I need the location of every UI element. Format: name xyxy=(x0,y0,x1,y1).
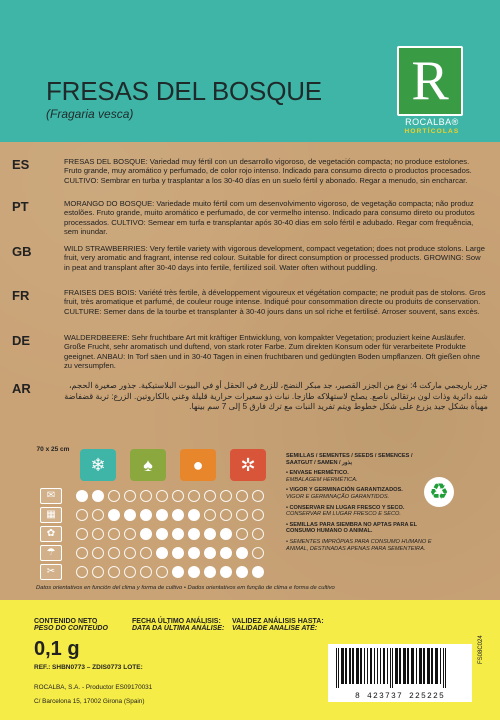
barcode-bar xyxy=(435,648,438,684)
lang-text: MORANGO DO BOSQUE: Variedade muito fértil com um desenvolvimento vigoroso, de vegetação compacta; não produz estolões. Fruto grande, muito aromático e perfumado, de cor vermelho intenso. Indicado para consumo direto ou produtos processados. CULTIVO: Semear em turfa e transplantar após 30-40 dias em solo fértil e adubado. Regar com frequência, sem inundar. xyxy=(64,199,475,237)
barcode-bar xyxy=(383,648,385,684)
calendar-dot xyxy=(108,490,120,502)
lang-text: WALDERDBEERE: Sehr fruchtbare Art mit kräftiger Entwicklung, von kompakter Vegetation; produziert keine Ausläufer. Große Frucht, sehr aromatisch und duftend, von stark roter Farbe. Zum direkten Konsum oder für verarbeitete Produkte geeignet. ANBAU: In Torf säen und in 30-40 Tagen in einen fruchtbaren und gedüngten Boden umpflanzen. Oft gießen ohne zu versumpfen. xyxy=(64,333,480,371)
calendar-dot xyxy=(236,547,248,559)
calendar-dot xyxy=(188,490,200,502)
plant-icon: ✿ xyxy=(40,526,62,542)
calendar-dot xyxy=(124,547,136,559)
calendar-dot xyxy=(76,547,88,559)
brand-name: ROCALBA® xyxy=(405,117,459,127)
calendar-dot xyxy=(76,528,88,540)
calendar-row xyxy=(70,490,280,504)
calendar-row xyxy=(70,547,280,561)
company-line: ROCALBA, S.A. - Productor ES09170031 xyxy=(34,684,153,691)
envelope-icon: ✉ xyxy=(40,488,62,504)
winter-snowflake-icon: ❄ xyxy=(80,449,116,481)
calendar-dot xyxy=(236,509,248,521)
calendar-dot xyxy=(172,528,184,540)
legend-item xyxy=(286,505,436,518)
barcode xyxy=(328,644,472,702)
barcode-bar xyxy=(411,648,414,684)
calendar-dot xyxy=(124,490,136,502)
validity-label-pt: VALIDADE ANALISE ATÉ: xyxy=(232,625,318,632)
calendar-dot xyxy=(220,509,232,521)
barcode-bar xyxy=(445,648,446,688)
barcode-bar xyxy=(352,648,354,684)
logo-letter: R xyxy=(411,50,449,112)
calendar-dot xyxy=(252,528,264,540)
calendar-dot xyxy=(92,547,104,559)
side-code: FS08C024 xyxy=(478,635,484,664)
barcode-bar xyxy=(416,648,417,684)
calendar-dot xyxy=(172,566,184,578)
calendar-dot xyxy=(108,547,120,559)
barcode-bar xyxy=(390,648,391,688)
barcode-bar xyxy=(443,648,444,688)
net-label-es: CONTENIDO NETO xyxy=(34,618,98,625)
legend-item xyxy=(286,522,436,535)
barcode-bar xyxy=(341,648,344,684)
calendar-dot xyxy=(124,509,136,521)
barcode-bars xyxy=(334,648,466,688)
plant-spacing-label: 70 x 25 cm xyxy=(36,446,70,453)
legend-main: • SEMILLAS PARA SIEMBRA NO APTAS PARA EL CONSUMO HUMANO O ANIMAL. xyxy=(286,521,417,535)
calendar-dot xyxy=(124,566,136,578)
barcode-bar xyxy=(392,648,393,688)
barcode-bar xyxy=(374,648,375,684)
watering-icon: ☂ xyxy=(40,545,62,561)
legend-item xyxy=(286,453,436,466)
calendar-dot xyxy=(140,547,152,559)
recycle-icon: ♻ xyxy=(424,477,454,507)
calendar-dot xyxy=(188,509,200,521)
barcode-bar xyxy=(370,648,372,684)
barcode-bar xyxy=(377,648,378,684)
barcode-bar xyxy=(407,648,409,684)
rocalba-logo xyxy=(397,46,463,116)
calendar-dot xyxy=(156,528,168,540)
legend-item xyxy=(286,487,436,500)
calendar-dot xyxy=(156,566,168,578)
net-label-pt: PESO DO CONTEÚDO xyxy=(34,625,108,632)
calendar-dot xyxy=(220,547,232,559)
barcode-bar xyxy=(338,648,339,688)
analysis-date-label xyxy=(132,618,224,632)
barcode-bar xyxy=(395,648,398,684)
calendar-dot xyxy=(220,528,232,540)
seed-tray-icon: ▦ xyxy=(40,507,62,523)
calendar-dot xyxy=(188,528,200,540)
lang-code: AR xyxy=(12,381,31,396)
barcode-bar xyxy=(440,648,441,684)
calendar-row xyxy=(70,566,280,580)
seed-legend xyxy=(286,453,436,556)
barcode-bar xyxy=(360,648,362,684)
calendar-dot xyxy=(204,547,216,559)
barcode-bar xyxy=(345,648,347,684)
barcode-bar xyxy=(349,648,351,684)
calendar-dot xyxy=(204,490,216,502)
barcode-bar xyxy=(423,648,425,684)
legend-sub: CONSERVAR EM LUGAR FRESCO E SECO. xyxy=(286,511,401,518)
address-line: C/ Barcelona 15, 17002 Girona (Spain) xyxy=(34,698,145,705)
calendar-dot xyxy=(108,509,120,521)
calendar-dot xyxy=(172,547,184,559)
lang-code: GB xyxy=(12,244,32,259)
calendar-dot xyxy=(140,566,152,578)
calendar-row xyxy=(70,509,280,523)
legend-main: • CONSERVAR EN LUGAR FRESCO Y SECO. xyxy=(286,504,405,511)
lang-text: FRESAS DEL BOSQUE: Variedad muy fértil con un desarrollo vigoroso, de vegetación compacta; no produce estolones. Fruto grande, muy aromático y perfumado, de color rojo intenso. Indicado para consumo directo o productos procesados. CULTIVO: Sembrar en turba y trasplantar a los 30-40 días en un suelo fértil y abonado. Regar a menudo, sin encharcar. xyxy=(64,157,472,185)
calendar-dot xyxy=(188,547,200,559)
product-title: FRESAS DEL BOSQUE xyxy=(46,76,322,106)
disclaimer: Datos orientativos en función del clima y forma de cultivo • Dados orientativos em função de clima e forma de cultivo xyxy=(36,585,335,591)
lang-text: FRAISES DES BOIS: Variété très fertile, à développement vigoureux et végétation compacte; ne produit pas de stolons. Gros fruit, très aromatique et parfumé, de couleur rouge intense. Indiqué pour consommation directe ou produits de conservation. CULTURE: Semer dans de la tourbe et transplanter à 30-40 jours dans un sol riche et fertilisé. Arroser souvent, sans excès. xyxy=(64,288,486,316)
lang-code: DE xyxy=(12,333,31,348)
product-latin-name: (Fragaria vesca) xyxy=(46,107,134,121)
barcode-bar xyxy=(367,648,368,684)
calendar-dot xyxy=(252,490,264,502)
calendar-dot xyxy=(92,566,104,578)
barcode-bar xyxy=(364,648,365,684)
summer-sun-icon: ● xyxy=(180,449,216,481)
calendar-dot xyxy=(252,547,264,559)
barcode-bar xyxy=(403,648,406,684)
calendar-dot xyxy=(76,566,88,578)
calendar-dot xyxy=(188,566,200,578)
spring-leaf-icon: ♠ xyxy=(130,449,166,481)
legend-sub: EMBALAGEM HERMÉTICA. xyxy=(286,476,358,483)
harvest-icon: ✂ xyxy=(40,564,62,580)
legend-main: • ENVASE HERMÉTICO. xyxy=(286,470,349,477)
lang-code: PT xyxy=(12,199,29,214)
calendar-dot xyxy=(140,490,152,502)
calendar-dot xyxy=(236,528,248,540)
calendar-dot xyxy=(252,566,264,578)
calendar-dot xyxy=(124,528,136,540)
calendar-dot xyxy=(220,566,232,578)
analysis-label-pt: DATA DA ÚLTIMA ANÁLISE: xyxy=(132,625,225,632)
brand-tagline: HORTÍCOLAS xyxy=(404,128,460,135)
calendar-dot xyxy=(156,547,168,559)
calendar-dot xyxy=(172,509,184,521)
calendar-dot xyxy=(108,528,120,540)
legend-main: SEMILLAS / SEMENTES / SEEDS / SEMENCES / SAATGUT / SAMEN / بذور xyxy=(286,453,413,466)
autumn-leaf-icon: ✲ xyxy=(230,449,266,481)
calendar-dot xyxy=(220,490,232,502)
net-content-label xyxy=(34,618,108,632)
legend-sub: VIGOR E GERMINAÇÃO GARANTIDOS. xyxy=(286,493,390,500)
calendar-dot xyxy=(76,490,88,502)
barcode-bar xyxy=(387,648,388,684)
legend-item xyxy=(286,470,436,483)
barcode-bar xyxy=(427,648,430,684)
calendar-dot xyxy=(172,490,184,502)
legend-main: • VIGOR Y GERMINACIÓN GARANTIZADOS. xyxy=(286,487,403,494)
calendar-dot xyxy=(236,490,248,502)
calendar-dot xyxy=(140,528,152,540)
barcode-bar xyxy=(356,648,359,684)
barcode-bar xyxy=(399,648,401,684)
reference-lot: REF.: SHBN0773 – ZDIS0773 LOTE: xyxy=(34,664,143,671)
calendar-dot xyxy=(92,490,104,502)
calendar-dot xyxy=(204,566,216,578)
lang-code: FR xyxy=(12,288,30,303)
legend-main: • SEMENTES IMPRÓPIAS PARA CONSUMO HUMANO E ANIMAL, DESTINADAS APENAS PARA SEMENTEIRA. xyxy=(286,538,432,552)
barcode-bar xyxy=(380,648,381,684)
barcode-bar xyxy=(336,648,337,688)
calendar-dot xyxy=(92,509,104,521)
calendar-dot xyxy=(252,509,264,521)
calendar-row xyxy=(70,528,280,542)
calendar-dot xyxy=(204,528,216,540)
validity-label-es: VALIDEZ ANÁLISIS HASTA: xyxy=(232,618,324,625)
calendar-dot xyxy=(156,509,168,521)
calendar-dot xyxy=(76,509,88,521)
barcode-bar xyxy=(419,648,422,684)
barcode-number: 8 423737 225225 xyxy=(354,692,445,701)
calendar-dot xyxy=(236,566,248,578)
legend-item xyxy=(286,539,436,552)
lang-text: جزر باريجمي ماركت 4: نوع من الجزر القصير، جد مبكر النضج، للزرع في الحقل أو في البيوت البلاستيكية. جذور صغيرة الحجم، شبه دائرية وذات لون برتقالي ناصع. يصلح لاستهلاكه طازجا. نبات ذو سعيرات حرارية قليلة وغني بالكاروتين. الزرع: تربة قضفاضة مهيأة بشكل جيد يزرع على شكل خطوط ويتم تفريد النبات مع ترك فارق 5 إلى 7 سم بينها. xyxy=(64,381,488,411)
calendar-dot xyxy=(156,490,168,502)
analysis-label-es: FECHA ÚLTIMO ANÁLISIS: xyxy=(132,618,221,625)
lang-code: ES xyxy=(12,157,30,172)
lang-text: WILD STRAWBERRIES: Very fertile variety with vigorous development, compact vegetation; does not produce stolons. Large fruit, very aromatic and fragrant, intense red colour. Suitable for direct consumption or processed products. GROWING: Sow in peat and transplant after 30-40 days into fertile, fertilized soil. Water often without puddling. xyxy=(64,244,485,272)
calendar-dot xyxy=(140,509,152,521)
calendar-dot xyxy=(92,528,104,540)
net-weight: 0,1 g xyxy=(34,638,80,660)
validity-label xyxy=(232,618,324,632)
calendar-dot xyxy=(204,509,216,521)
barcode-bar xyxy=(431,648,433,684)
calendar-dot xyxy=(108,566,120,578)
